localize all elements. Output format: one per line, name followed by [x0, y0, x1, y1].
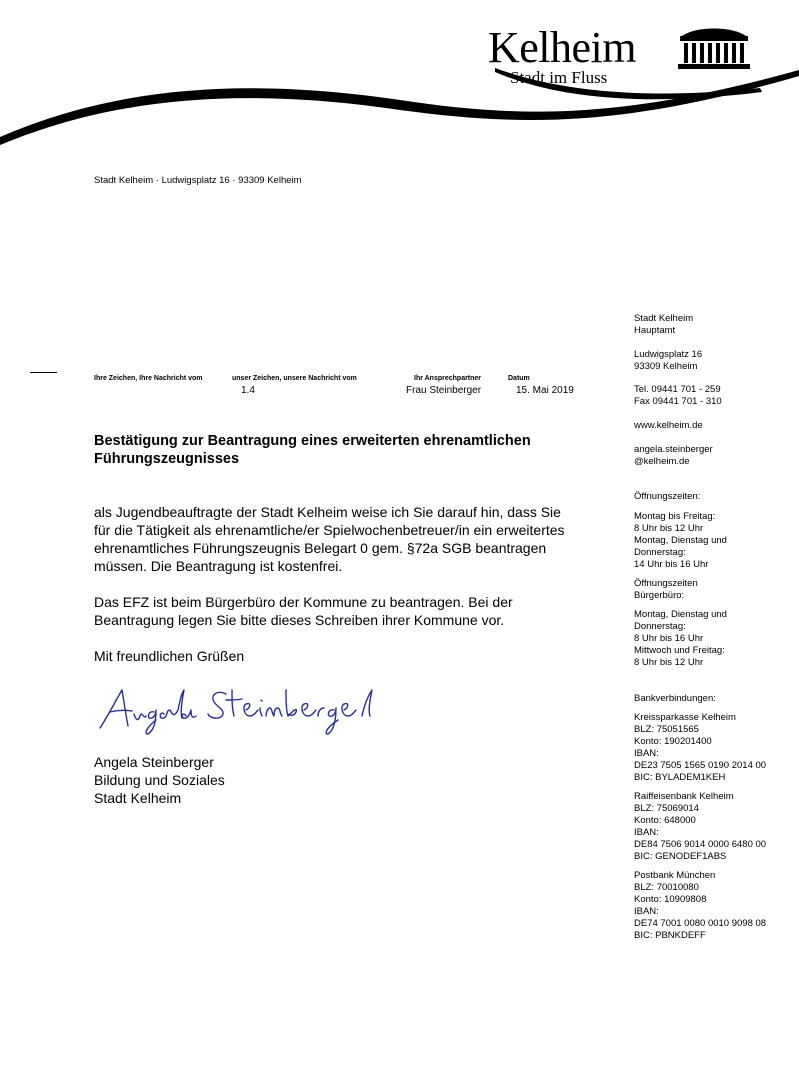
- sidebar-line: Fax 09441 701 - 310: [634, 396, 722, 407]
- sender-address-line: Stadt Kelheim · Ludwigsplatz 16 · 93309 Kelheim: [94, 175, 302, 186]
- sidebar-line: Hauptamt: [634, 325, 676, 336]
- signatory-name: Angela Steinberger: [94, 754, 214, 770]
- sidebar-line: BLZ: 75051565: [634, 724, 699, 735]
- sidebar-line: Montag, Dienstag und: [634, 535, 727, 546]
- body-paragraph-2: [94, 593, 624, 629]
- sidebar-line: 8 Uhr bis 12 Uhr: [634, 657, 704, 668]
- sidebar-line: IBAN:: [634, 906, 659, 917]
- body-line: als Jugendbeauftragte der Stadt Kelheim weise ich Sie darauf hin, dass Sie: [94, 504, 561, 520]
- sidebar-citizen-hours-title: [634, 578, 698, 602]
- sidebar-line: 93309 Kelheim: [634, 361, 698, 372]
- subject-line-1: Bestätigung zur Beantragung eines erweiterten ehrenamtlichen: [94, 433, 531, 449]
- body-line: für die Tätigkeit als ehrenamtliche/er Spielwochenbetreuer/in ein erweitertes: [94, 522, 565, 538]
- sidebar-bank-1: [634, 712, 766, 784]
- contact-label: Ihr Ansprechpartner: [414, 375, 482, 382]
- sidebar-line: Stadt Kelheim: [634, 313, 694, 324]
- body-line: Beantragung legen Sie bitte dieses Schreiben ihrer Kommune vor.: [94, 612, 505, 628]
- sidebar-line: DE74 7001 0080 0010 9098 08: [634, 918, 767, 929]
- body-paragraph-1: [94, 503, 624, 575]
- sidebar-phone: [634, 384, 722, 408]
- sidebar-line: Öffnungszeiten: [634, 578, 698, 589]
- sidebar-line: IBAN:: [634, 827, 659, 838]
- sidebar-website[interactable]: www.kelheim.de: [634, 420, 703, 431]
- sidebar-line: Konto: 10909808: [634, 894, 707, 905]
- subject-line-2: Führungszeugnisses: [94, 451, 240, 467]
- sidebar-bank-2: [634, 791, 766, 863]
- our-reference-value: 1.4: [241, 385, 255, 396]
- sidebar-line: Donnerstag:: [634, 621, 686, 632]
- city-logo: [488, 24, 768, 104]
- sidebar-line: BLZ: 70010080: [634, 882, 699, 893]
- sidebar-line: Bürgerbüro:: [634, 590, 685, 601]
- body-line: müssen. Die Beantragung ist kostenfrei.: [94, 558, 343, 574]
- sidebar-line: IBAN:: [634, 748, 659, 759]
- sidebar-email[interactable]: [634, 444, 713, 468]
- date-label: Datum: [508, 375, 530, 382]
- your-reference-label: Ihre Zeichen, Ihre Nachricht vom: [94, 375, 203, 382]
- sidebar-organisation: [634, 313, 693, 337]
- our-reference-label: unser Zeichen, unsere Nachricht vom: [232, 375, 357, 382]
- sidebar-line: BIC: GENODEF1ABS: [634, 851, 727, 862]
- body-line: Das EFZ ist beim Bürgerbüro der Kommune zu beantragen. Bei der: [94, 594, 513, 610]
- sidebar-line: BLZ: 75069014: [634, 803, 699, 814]
- sidebar-line: 8 Uhr bis 16 Uhr: [634, 633, 704, 644]
- logo-tagline: Stadt im Fluss: [510, 68, 608, 87]
- signatory-city: Stadt Kelheim: [94, 790, 182, 806]
- sidebar-line: DE23 7505 1565 0190 2014 00: [634, 760, 767, 771]
- sidebar-hours: [634, 511, 727, 571]
- sidebar-line: DE84 7506 9014 0000 6480 00: [634, 839, 767, 850]
- sidebar-line: 8 Uhr bis 12 Uhr: [634, 523, 704, 534]
- signatory-department: Bildung und Soziales: [94, 772, 225, 788]
- sidebar-line: Konto: 190201400: [634, 736, 712, 747]
- sidebar-line: Mittwoch und Freitag:: [634, 645, 725, 656]
- sidebar-line: Raiffeisenbank Kelheim: [634, 791, 734, 802]
- sidebar-line: angela.steinberger: [634, 444, 713, 455]
- sidebar-line: @kelheim.de: [634, 456, 690, 467]
- date-value: 15. Mai 2019: [516, 385, 574, 396]
- fold-mark: [30, 372, 57, 373]
- closing-phrase: Mit freundlichen Grüßen: [94, 648, 245, 664]
- handwritten-signature: [98, 686, 388, 736]
- sidebar-address: [634, 349, 702, 373]
- sidebar-line: Konto: 648000: [634, 815, 696, 826]
- sidebar-line: Kreissparkasse Kelheim: [634, 712, 736, 723]
- sidebar-line: Postbank München: [634, 870, 716, 881]
- letter-subject: [94, 432, 594, 468]
- body-line: ehrenamtliches Führungszeugnis Belegart 0 gem. §72a SGB beantragen: [94, 540, 547, 556]
- sidebar-line: Montag, Dienstag und: [634, 609, 727, 620]
- sidebar-line: Montag bis Freitag:: [634, 511, 716, 522]
- sidebar-line: Tel. 09441 701 - 259: [634, 384, 721, 395]
- sidebar-citizen-hours: [634, 609, 727, 669]
- sidebar-line: Donnerstag:: [634, 547, 686, 558]
- sidebar-line: 14 Uhr bis 16 Uhr: [634, 559, 709, 570]
- sidebar-bank-title: Bankverbindungen:: [634, 693, 716, 704]
- hall-building-icon: [676, 26, 752, 72]
- sidebar-line: Ludwigsplatz 16: [634, 349, 703, 360]
- sidebar-bank-3: [634, 870, 766, 942]
- contact-value: Frau Steinberger: [406, 385, 482, 396]
- sidebar-hours-title: Öffnungszeiten:: [634, 491, 701, 502]
- sidebar-line: BIC: PBNKDEFF: [634, 930, 706, 941]
- sidebar-line: BIC: BYLADEM1KEH: [634, 772, 726, 783]
- logo-name: Kelheim: [488, 23, 637, 72]
